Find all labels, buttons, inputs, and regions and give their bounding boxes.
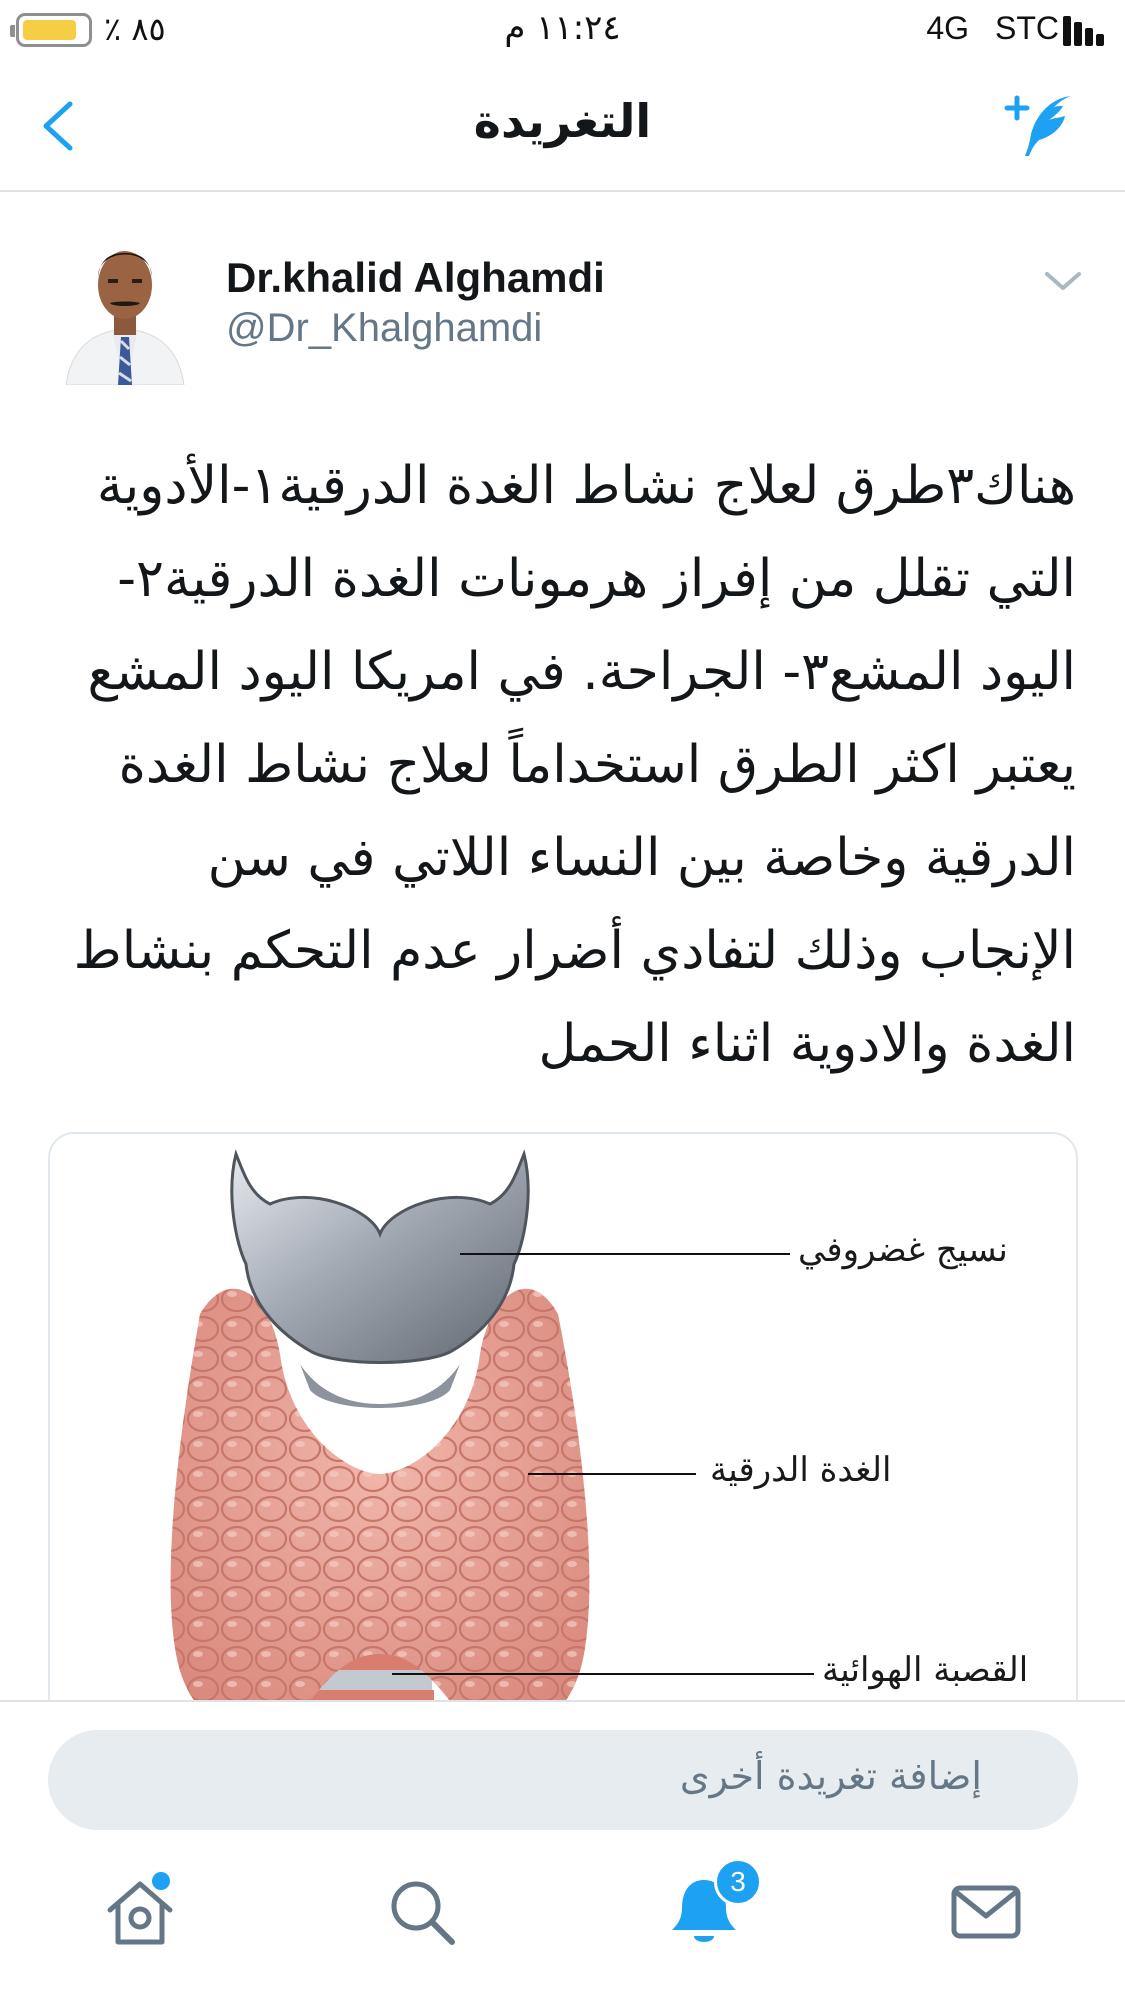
label-cartilage: نسيج غضروفي [798, 1230, 1008, 1270]
tab-notifications[interactable] [664, 1866, 746, 1952]
page-title: التغريدة [473, 94, 652, 148]
author-handle[interactable]: @Dr_Khalghamdi [226, 306, 543, 350]
tweet-text: هناك٣طرق لعلاج نشاط الغدة الدرقية١-الأدوية التي تقلل من إفراز هرمونات الغدة الدرقية٢- اليود المشع٣- الجراحة. في امريكا اليود المشع يعتبر اكثر الطرق استخداماً لعلاج نشاط الغدة الدرقية وخاصة بين النساء اللاتي في سن الإنجاب وذلك لتفادي أضرار عدم التحكم بنشاط الغدة والادوية اثناء الحمل [73, 456, 1076, 1074]
avatar[interactable] [58, 225, 192, 385]
signal-icon [1063, 14, 1111, 46]
new-content-dot [152, 1872, 170, 1890]
label-trachea: القصبة الهوائية [822, 1650, 1029, 1690]
add-tweet-placeholder: إضافة تغريدة أخرى [679, 1754, 982, 1798]
mail-icon [946, 1872, 1026, 1952]
author-name[interactable]: Dr.khalid Alghamdi [226, 254, 605, 301]
battery-percent: ٪ ٨٥ [104, 10, 166, 48]
tab-bar [0, 1830, 1125, 2001]
status-time: ١١:٢٤ م [504, 8, 621, 48]
reply-composer [0, 1700, 1125, 1830]
carrier-name: STC [995, 10, 1059, 46]
network-type: 4G [926, 10, 969, 46]
avatar-photo-icon [58, 225, 192, 385]
add-tweet-input[interactable] [48, 1730, 1078, 1830]
tab-messages[interactable] [946, 1872, 1026, 1952]
chevron-down-icon [1043, 268, 1083, 294]
navigation-bar [0, 62, 1125, 192]
compose-tweet-button[interactable] [1001, 90, 1081, 160]
notifications-badge: 3 [714, 1858, 762, 1906]
label-thyroid: الغدة الدرقية [710, 1450, 892, 1490]
tweet-image[interactable] [48, 1132, 1078, 1732]
status-bar [0, 0, 1125, 62]
tab-home[interactable] [100, 1872, 180, 1952]
tab-search[interactable] [382, 1872, 462, 1952]
thyroid-diagram-icon [50, 1134, 1078, 1732]
tweet-options-button[interactable] [1043, 268, 1083, 294]
compose-tweet-icon [1001, 90, 1081, 160]
search-icon [382, 1872, 462, 1952]
